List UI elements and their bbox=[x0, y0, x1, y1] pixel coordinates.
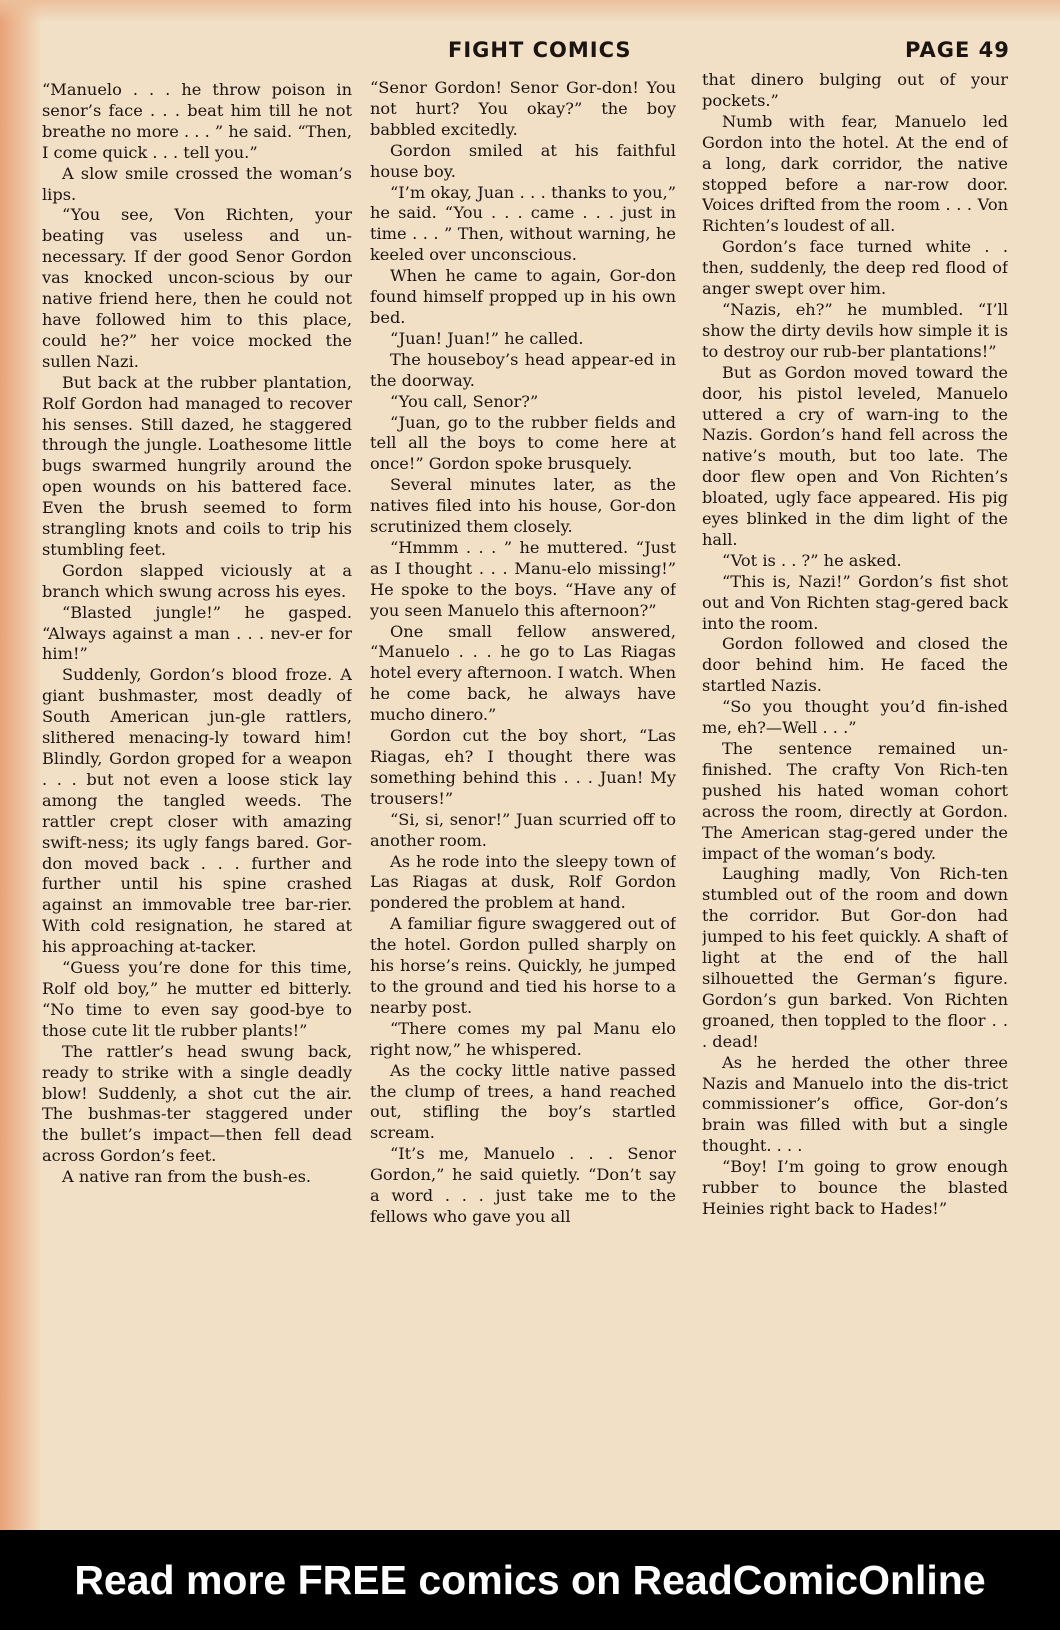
paragraph: Numb with fear, Manuelo led Gordon into the hotel. At the end of a long, dark corridor, the native stopped before a nar-row door. Voices drifted from the room . . . Von Richten’s loudest of all. bbox=[702, 111, 1008, 236]
text-column-1 bbox=[42, 80, 352, 1430]
paragraph: “Guess you’re done for this time, Rolf old boy,” he mutter ed bitterly. “No time to even say good-bye to those cute lit tle rubber plants!” bbox=[42, 958, 352, 1040]
paragraph: But as Gordon moved toward the door, his pistol leveled, Manuelo uttered a cry of warn-ing to the Nazis. Gordon’s hand fell across the native’s mouth, but too late. The door flew open and Von Richten’s bloated, ugly face appeared. His pig eyes blinked in the dim light of the hall. bbox=[702, 362, 1008, 549]
paragraph: “Nazis, eh?” he mumbled. “I’ll show the dirty devils how simple it is to destroy our rub-ber plantations!” bbox=[702, 299, 1008, 361]
text-column-2 bbox=[370, 78, 676, 1428]
paragraph: When he came to again, Gor-don found himself propped up in his own bed. bbox=[370, 266, 676, 327]
paragraph: Gordon’s face turned white . . then, suddenly, the deep red flood of anger swept over him. bbox=[702, 237, 1008, 299]
paragraph: Gordon followed and closed the door behind him. He faced the startled Nazis. bbox=[702, 634, 1008, 696]
paragraph: “Manuelo . . . he throw poison in senor’s face . . . beat him till he not breathe no more . . . ” he said. “Then, I come quick . . . tell you.” bbox=[42, 80, 352, 162]
paragraph: As he rode into the sleepy town of Las Riagas at dusk, Rolf Gordon pondered the problem at hand. bbox=[370, 851, 676, 913]
paragraph: “I’m okay, Juan . . . thanks to you,” he said. “You . . . came . . . just in time . . . ” Then, without warning, he keeled over unconscious. bbox=[370, 182, 676, 265]
paragraph: “Juan! Juan!” he called. bbox=[390, 328, 584, 348]
paragraph: Suddenly, Gordon’s blood froze. A giant bushmaster, most deadly of South American jun-gle rattlers, slithered menacing-ly toward him! Blindly, Gordon groped for a weapon . . . but not even a loose stick lay among the tangled weeds. The rattler crept closer with amazing swift-ness; its ugly fangs bared. Gor-don moved back . . . further and further until his spine crashed against an immovable tree bar-rier. With cold resignation, he stared at his approaching at-tacker. bbox=[42, 665, 352, 957]
paragraph: “Senor Gordon! Senor Gor-don! You not hurt? You okay?” the boy babbled excitedly. bbox=[370, 78, 676, 139]
paragraph: “It’s me, Manuelo . . . Senor Gordon,” he said quietly. “Don’t say a word . . . just take me to the fellows who gave you all bbox=[370, 1144, 676, 1226]
paragraph: Gordon cut the boy short, “Las Riagas, eh? I thought there was something behind this . . . Juan! My trousers!” bbox=[370, 726, 676, 808]
publication-title: FIGHT COMICS bbox=[448, 38, 632, 62]
paragraph: A native ran from the bush-es. bbox=[62, 1167, 312, 1187]
paragraph: “There comes my pal Manu elo right now,” he whispered. bbox=[370, 1018, 676, 1059]
paragraph: “Juan, go to the rubber fields and tell all the boys to come here at once!” Gordon spoke brusquely. bbox=[370, 412, 676, 474]
paragraph: “Blasted jungle!” he gasped. “Always against a man . . . nev-er for him!” bbox=[42, 602, 352, 664]
paragraph: that dinero bulging out of your pockets.” bbox=[702, 70, 1008, 110]
paragraph: “Boy! I’m going to grow enough rubber to bounce the blasted Heinies right back to Hades!” bbox=[702, 1157, 1008, 1218]
paragraph: As the cocky little native passed the clump of trees, a hand reached out, stifling the boy’s startled scream. bbox=[370, 1060, 676, 1143]
text-column-3 bbox=[702, 70, 1008, 1420]
paragraph: Several minutes later, as the natives filed into his house, Gor-don scrutinized them closely. bbox=[370, 475, 676, 537]
paragraph: The sentence remained un-finished. The crafty Von Rich-ten pushed his hated woman cohort across the room, directly at Gordon. The American stag-gered under the impact of the woman’s body. bbox=[702, 739, 1008, 863]
promo-banner-text[interactable]: Read more FREE comics on ReadComicOnline bbox=[74, 1556, 986, 1603]
paragraph: “This is, Nazi!” Gordon’s fist shot out and Von Richten stag-gered back into the room. bbox=[702, 571, 1008, 633]
paragraph: The rattler’s head swung back, ready to strike with a single deadly blow! Suddenly, a shot cut the air. The bushmas-ter staggered under the bullet’s impact—then fell dead across Gordon’s feet. bbox=[42, 1041, 352, 1166]
paragraph: “Hmmm . . . ” he muttered. “Just as I thought . . . Manu-elo missing!” He spoke to the boys. “Have any of you seen Manuelo this afternoon?” bbox=[370, 537, 676, 620]
paragraph: “You see, Von Richten, your beating vas useless and un-necessary. If der good Senor Gordon vas knocked uncon-scious by our native friend here, then he could not have followed him to this place, could he?” her voice mocked the sullen Nazi. bbox=[42, 205, 352, 371]
paragraph: The houseboy’s head appear-ed in the doorway. bbox=[370, 349, 676, 390]
paragraph: Gordon slapped viciously at a branch which swung across his eyes. bbox=[42, 560, 352, 601]
paragraph: A slow smile crossed the woman’s lips. bbox=[42, 163, 352, 204]
paragraph: Gordon smiled at his faithful house boy. bbox=[370, 140, 676, 181]
paragraph: One small fellow answered, “Manuelo . . . he go to Las Riagas hotel every afternoon. I watch. When he come back, he always have mucho dinero.” bbox=[370, 621, 676, 725]
paragraph: “Vot is . . ?” he asked. bbox=[722, 550, 902, 570]
paragraph: “You call, Senor?” bbox=[390, 391, 539, 411]
paragraph: Laughing madly, Von Rich-ten stumbled out of the room and down the corridor. But Gor-don had jumped to his feet quickly. A shaft of light at the end of the hall silhouetted the German’s figure. Gordon’s gun barked. Von Richten groaned, then toppled to the floor . . . dead! bbox=[702, 864, 1008, 1051]
paragraph: As he herded the other three Nazis and Manuelo into the dis-trict commissioner’s office, Gor-don’s brain was filled with but a single thought. . . . bbox=[702, 1052, 1008, 1156]
promo-banner[interactable] bbox=[0, 1530, 1060, 1630]
page-number: PAGE 49 bbox=[905, 38, 1010, 62]
paragraph: “Si, si, senor!” Juan scurried off to another room. bbox=[370, 809, 676, 850]
paragraph: “So you thought you’d fin-ished me, eh?—Well . . .” bbox=[702, 697, 1008, 738]
page-top-shading bbox=[0, 0, 1060, 22]
paragraph: A familiar figure swaggered out of the hotel. Gordon pulled sharply on his horse’s reins. Quickly, he jumped to the ground and tied his horse to a nearby post. bbox=[370, 914, 676, 1017]
paragraph: But back at the rubber plantation, Rolf Gordon had managed to recover his senses. Still dazed, he staggered through the jungle. Loathesome little bugs swarmed hungrily around the open wounds on his battered face. Even the brush seemed to form strangling knots and coils to trip his stumbling feet. bbox=[42, 372, 352, 559]
page-edge-shading bbox=[0, 0, 42, 1530]
